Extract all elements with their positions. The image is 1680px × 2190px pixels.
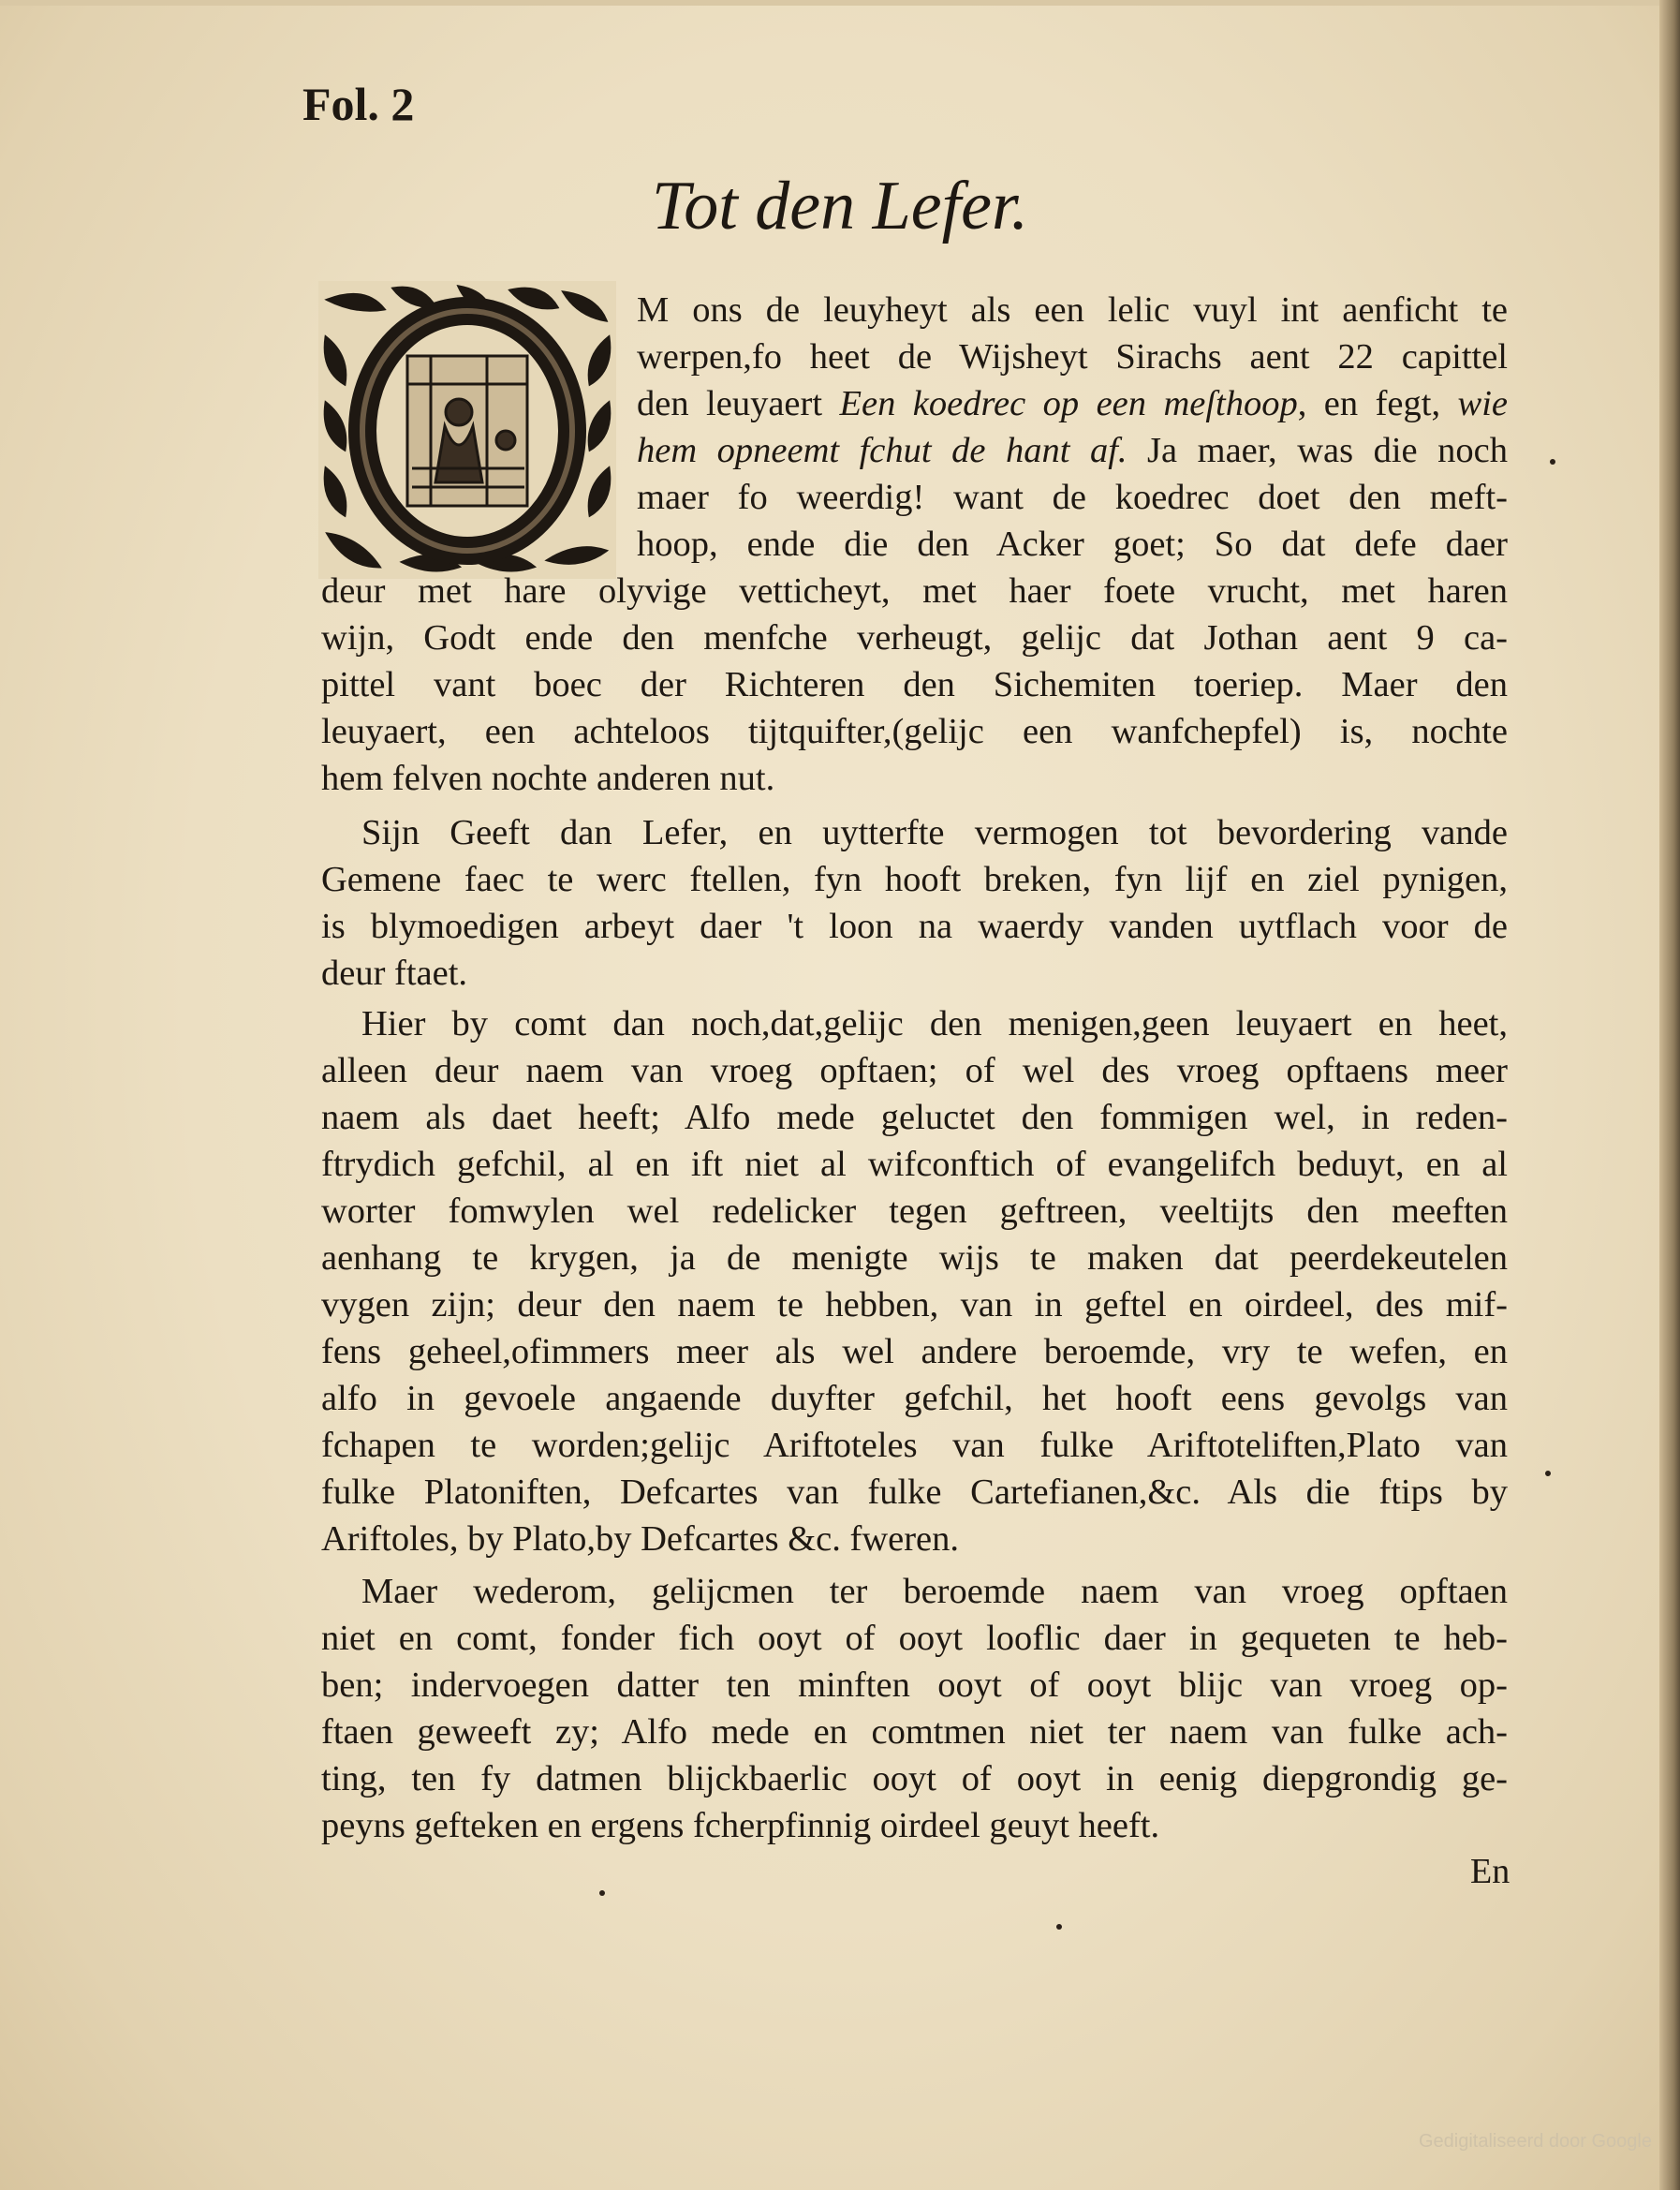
- text-line: [637, 427, 1508, 474]
- text-line: leuyaert, een achteloos tijtquifter,(gelijc een wanfchepfel) is, nochte: [321, 712, 1508, 751]
- text-line: niet en comt, fonder fich ooyt of ooyt looflic daer in gequeten te heb-: [321, 1619, 1508, 1658]
- text-run: , en fegt,: [1297, 384, 1458, 423]
- decorative-initial-o: [318, 281, 616, 579]
- italic-phrase: Een koedrec op een meſthoop: [839, 384, 1298, 423]
- text-line: alleen deur naem van vroeg opftaen; of wel des vroeg opftaens meer: [321, 1051, 1508, 1090]
- text-line: naem als daet heeft; Alfo mede geluctet den fommigen wel, in reden-: [321, 1098, 1508, 1137]
- text-line: peyns gefteken en ergens fcherpfinnig oirdeel geuyt heeft.: [321, 1806, 1160, 1845]
- text-line: wijn, Godt ende den menfche verheugt, gelijc dat Jothan aent 9 ca-: [321, 618, 1508, 658]
- text-line: worter fomwylen wel redelicker tegen geftreen, veeltijts den meeften: [321, 1191, 1508, 1231]
- page-top-edge: [0, 0, 1680, 6]
- text-line: ting, ten fy datmen blijckbaerlic ooyt of ooyt in eenig diepgrondig ge-: [321, 1759, 1508, 1798]
- text-line: fens geheel,ofimmers meer als wel andere beroemde, vry te wefen, en: [321, 1332, 1508, 1371]
- text-line: Gemene faec te werc ftellen, fyn hooft breken, fyn lijf en ziel pynigen,: [321, 860, 1508, 899]
- digitization-watermark: Gedigitaliseerd door Google: [1418, 2131, 1652, 2152]
- text-line: vygen zijn; deur den naem te hebben, van in geftel en oirdeel, des mif-: [321, 1285, 1508, 1324]
- text-line: Ariftoles, by Plato,by Defcartes &c. fweren.: [321, 1519, 960, 1559]
- text-line: ben; indervoegen datter ten minften ooyt of ooyt blijc van vroeg op-: [321, 1665, 1508, 1705]
- text-line: M ons de leuyheyt als een lelic vuyl int aenficht te: [637, 290, 1508, 330]
- text-line: fulke Platoniften, Defcartes van fulke Cartefianen,&c. Als die ftips by: [321, 1472, 1508, 1512]
- text-line: deur ftaet.: [321, 954, 468, 993]
- text-line: hoop, ende die den Acker goet; So dat defe daer: [637, 525, 1508, 564]
- ink-speck: [1056, 1924, 1062, 1930]
- text-line: aenhang te krygen, ja de menigte wijs te maken dat peerdekeutelen: [321, 1238, 1508, 1278]
- text-line: Sijn Geeft dan Lefer, en uytterfte vermogen tot bevordering vande: [361, 813, 1508, 852]
- folio-number: Fol. 2: [302, 78, 415, 130]
- ink-speck: [1550, 459, 1555, 465]
- text-line: maer fo weerdig! want de koedrec doet den meft-: [637, 478, 1508, 517]
- text-line: Hier by comt dan noch,dat,gelijc den menigen,geen leuyaert en heet,: [361, 1004, 1508, 1043]
- text-line: werpen,fo heet de Wijsheyt Sirachs aent 22 capittel: [637, 337, 1508, 377]
- page-title: Tot den Lefer.: [651, 168, 1029, 244]
- text-line: alfo in gevoele angaende duyfter gefchil, het hooft eens gevolgs van: [321, 1379, 1508, 1418]
- text-line: [637, 380, 1508, 427]
- text-line: fchapen te worden;gelijc Ariftoteles van fulke Ariftoteliften,Plato van: [321, 1426, 1508, 1465]
- text-line: deur met hare olyvige vetticheyt, met haer foete vrucht, met haren: [321, 571, 1508, 611]
- text-line: Maer wederom, gelijcmen ter beroemde naem van vroeg opftaen: [361, 1572, 1508, 1611]
- catchword: En: [1470, 1852, 1511, 1891]
- ink-speck: [599, 1890, 605, 1896]
- text-run: Ja maer, was die noch: [1127, 431, 1508, 470]
- text-line: pittel vant boec der Richteren den Sichemiten toeriep. Maer den: [321, 665, 1508, 704]
- text-line: is blymoedigen arbeyt daer 't loon na waerdy vanden uytflach voor de: [321, 907, 1508, 946]
- text-line: hem felven nochte anderen nut.: [321, 759, 775, 798]
- page-binding-edge: [1659, 0, 1680, 2190]
- text-line: ftrydich gefchil, al en ift niet al wifconftich of evangelifch beduyt, en al: [321, 1145, 1508, 1184]
- initial-scene-icon: [407, 356, 527, 506]
- text-line: ftaen geweeft zy; Alfo mede en comtmen niet ter naem van fulke ach-: [321, 1712, 1508, 1752]
- text-run: den leuyaert: [637, 384, 840, 423]
- ink-speck: [1545, 1471, 1551, 1476]
- italic-phrase: wie: [1457, 384, 1508, 423]
- italic-phrase: hem opneemt fchut de hant af.: [637, 431, 1127, 470]
